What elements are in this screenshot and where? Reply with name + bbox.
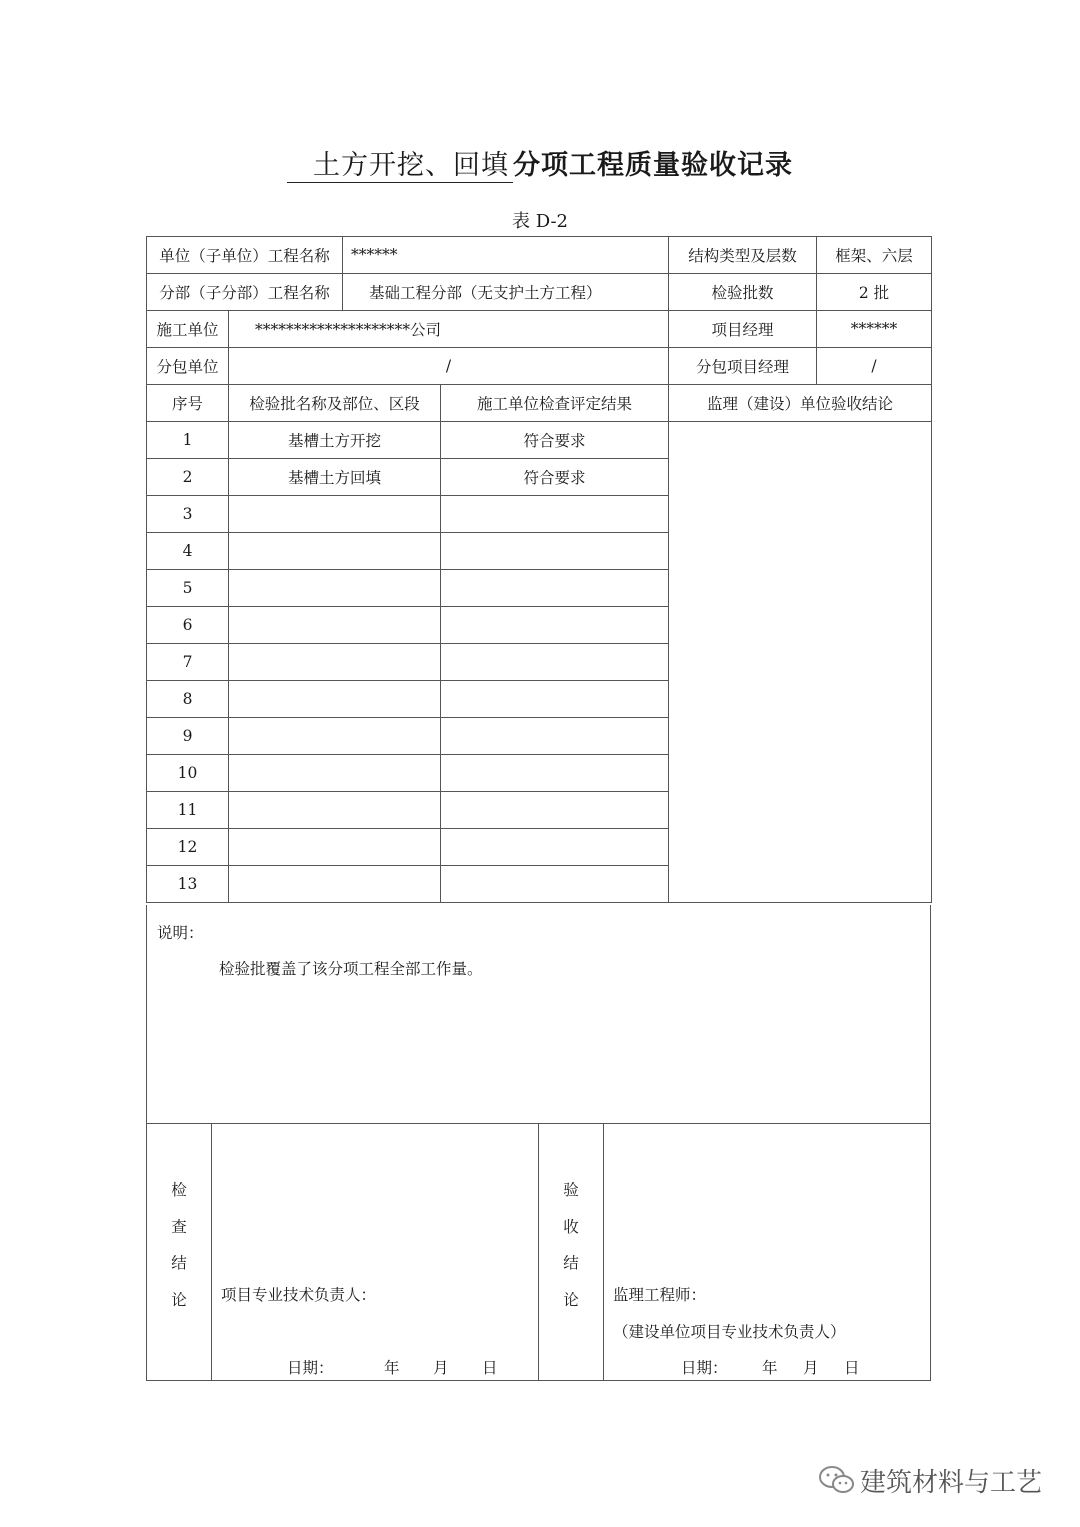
row-no: 4 (147, 533, 229, 570)
notes-label: 说明： (157, 924, 204, 942)
unit-value: ****** (343, 237, 669, 274)
row-name (229, 607, 441, 644)
divider (211, 1124, 212, 1380)
division-value: 基础工程分部（无支护土方工程） (343, 274, 669, 311)
row-result (441, 829, 669, 866)
row-no: 2 (147, 459, 229, 496)
row-result (441, 792, 669, 829)
row-no: 9 (147, 718, 229, 755)
inspection-table (146, 236, 932, 903)
row-result (441, 496, 669, 533)
check-day: 日 (482, 1359, 498, 1377)
header-row-division (147, 274, 932, 311)
watermark-text: 建筑材料与工艺 (860, 1468, 1043, 1498)
header-row-contractor (147, 311, 932, 348)
page-title (0, 143, 1080, 183)
wechat-icon (818, 1464, 856, 1496)
check-date-label: 日期： (287, 1359, 334, 1377)
watermark (818, 1458, 1058, 1502)
row-name (229, 792, 441, 829)
accept-year: 年 (762, 1359, 778, 1377)
conclusion-section (146, 1123, 931, 1381)
row-no: 8 (147, 681, 229, 718)
accept-date-label: 日期： (681, 1359, 728, 1377)
check-year: 年 (384, 1359, 400, 1377)
notes-text: 检验批覆盖了该分项工程全部工作量。 (219, 960, 483, 978)
table-row (147, 422, 932, 459)
row-name (229, 644, 441, 681)
manager-value: ****** (817, 311, 932, 348)
check-conclusion-label: 检 查 结 论 (171, 1181, 187, 1309)
accept-conclusion-label: 验 收 结 论 (563, 1181, 579, 1309)
contractor-value: ********************公司 (229, 311, 669, 348)
sub-manager-label: 分包项目经理 (669, 348, 817, 385)
row-name (229, 681, 441, 718)
row-name (229, 533, 441, 570)
row-result (441, 718, 669, 755)
accept-day: 日 (844, 1359, 860, 1377)
table-number: 表 D-2 (511, 211, 569, 232)
manager-label: 项目经理 (669, 311, 817, 348)
row-result (441, 570, 669, 607)
row-result (441, 644, 669, 681)
unit-label: 单位（子单位）工程名称 (147, 237, 343, 274)
row-no: 6 (147, 607, 229, 644)
row-result (441, 681, 669, 718)
row-name (229, 829, 441, 866)
row-result: 符合要求 (441, 422, 669, 459)
accept-signer-note: （建设单位项目专业技术负责人） (613, 1323, 846, 1341)
subcontractor-label: 分包单位 (147, 348, 229, 385)
title-subject: 土方开挖、回填 (287, 143, 513, 183)
check-signer: 项目专业技术负责人： (221, 1286, 377, 1304)
row-name (229, 570, 441, 607)
column-header-name: 检验批名称及部位、区段 (229, 385, 441, 422)
subcontractor-value: / (229, 348, 669, 385)
divider (603, 1124, 604, 1380)
row-result (441, 607, 669, 644)
notes-box (146, 905, 931, 1124)
structure-label: 结构类型及层数 (669, 237, 817, 274)
accept-month: 月 (803, 1359, 819, 1377)
header-row-unit (147, 237, 932, 274)
row-no: 1 (147, 422, 229, 459)
row-no: 10 (147, 755, 229, 792)
conclusion-cell (669, 422, 932, 903)
division-label: 分部（子分部）工程名称 (147, 274, 343, 311)
batch-count-label: 检验批数 (669, 274, 817, 311)
title-main: 分项工程质量验收记录 (513, 150, 793, 181)
row-result (441, 533, 669, 570)
accept-signer: 监理工程师： (613, 1286, 707, 1304)
row-no: 3 (147, 496, 229, 533)
row-no: 7 (147, 644, 229, 681)
row-result (441, 866, 669, 903)
column-header-conclusion: 监理（建设）单位验收结论 (669, 385, 932, 422)
row-name (229, 866, 441, 903)
batch-count-value: 2 批 (817, 274, 932, 311)
row-no: 13 (147, 866, 229, 903)
row-no: 5 (147, 570, 229, 607)
row-no: 12 (147, 829, 229, 866)
column-header-result: 施工单位检查评定结果 (441, 385, 669, 422)
column-header-no: 序号 (147, 385, 229, 422)
check-month: 月 (433, 1359, 449, 1377)
row-name: 基槽土方回填 (229, 459, 441, 496)
row-result (441, 755, 669, 792)
row-name (229, 755, 441, 792)
structure-value: 框架、六层 (817, 237, 932, 274)
row-result: 符合要求 (441, 459, 669, 496)
column-header-row (147, 385, 932, 422)
row-name (229, 718, 441, 755)
sub-manager-value: / (817, 348, 932, 385)
row-name: 基槽土方开挖 (229, 422, 441, 459)
header-row-subcontractor (147, 348, 932, 385)
contractor-label: 施工单位 (147, 311, 229, 348)
row-name (229, 496, 441, 533)
row-no: 11 (147, 792, 229, 829)
